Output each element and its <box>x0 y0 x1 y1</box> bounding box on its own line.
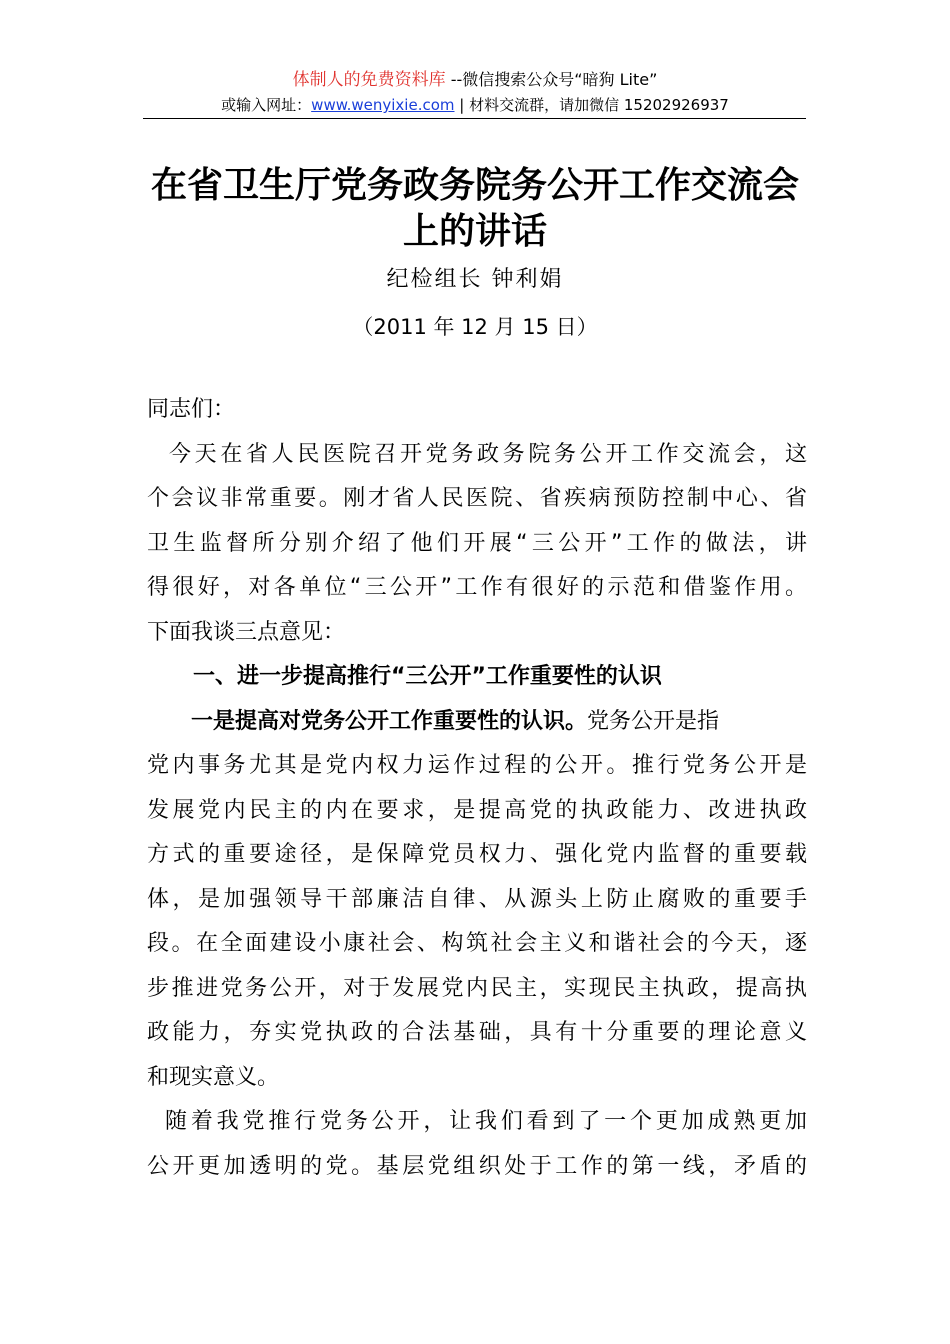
paragraph-line: 公开更加透明的党。基层党组织处于工作的第一线，矛盾的 <box>147 1153 807 1179</box>
paragraph-line: 党内事务尤其是党内权力运作过程的公开。推行党务公开是 <box>147 753 807 778</box>
paragraph-line: 发展党内民主的内在要求，是提高党的执政能力、改进执政 <box>147 797 807 823</box>
document-body <box>147 388 807 1189</box>
paragraph-text: 党务公开是指 <box>587 708 720 734</box>
section-heading: 一、进一步提高推行“三公开”工作重要性的认识 <box>193 664 662 689</box>
paragraph-line: 和现实意义。 <box>147 1064 280 1090</box>
paragraph-line <box>147 700 807 745</box>
wechat-text: --微信搜索公众号“暗狗 Lite” <box>445 70 658 89</box>
paragraph-line: 段。在全面建设小康社会、构筑社会主义和谐社会的今天，逐 <box>147 931 807 956</box>
author-line: 纪检组长 钟利娟 <box>386 267 564 292</box>
bold-lead-sentence: 一是提高对党务公开工作重要性的认识。 <box>191 708 588 734</box>
title-line-2: 上的讲话 <box>402 210 547 252</box>
paragraph-line: 下面我谈三点意见： <box>147 619 346 645</box>
url-prefix: 或输入网址： <box>221 96 312 114</box>
document-title <box>0 162 950 254</box>
paragraph-line: 体，是加强领导干部廉洁自律、从源头上防止腐败的重要手 <box>147 886 807 912</box>
header-contact <box>0 95 950 115</box>
header-banner <box>0 70 950 90</box>
paragraph-line: 卫生监督所分别介绍了他们开展“三公开”工作的做法，讲 <box>147 530 807 556</box>
paragraph-line: 个会议非常重要。刚才省人民医院、省疾病预防控制中心、省 <box>147 486 807 511</box>
date-line: （2011 年 12 月 15 日） <box>352 315 598 339</box>
header-divider <box>143 118 806 119</box>
paragraph-line: 随着我党推行党务公开，让我们看到了一个更加成熟更加 <box>165 1109 807 1134</box>
website-link[interactable]: www.wenyixie.com <box>311 96 455 114</box>
paragraph-line: 今天在省人民医院召开党务政务院务公开工作交流会，这 <box>169 441 807 467</box>
title-line-1: 在省卫生厅党务政务院务公开工作交流会 <box>150 164 799 206</box>
paragraph-line: 方式的重要途径，是保障党员权力、强化党内监督的重要载 <box>147 842 807 867</box>
paragraph-line: 步推进党务公开，对于发展党内民主，实现民主执政，提高执 <box>147 975 807 1001</box>
site-name: 体制人的免费资料库 <box>292 70 446 90</box>
paragraph-line: 得很好，对各单位“三公开”工作有很好的示范和借鉴作用。 <box>147 575 807 600</box>
contact-text: | 材料交流群，请加微信 15202926937 <box>454 96 729 114</box>
salutation: 同志们： <box>147 397 236 422</box>
paragraph-line: 政能力，夯实党执政的合法基础，具有十分重要的理论意义 <box>147 1020 807 1045</box>
